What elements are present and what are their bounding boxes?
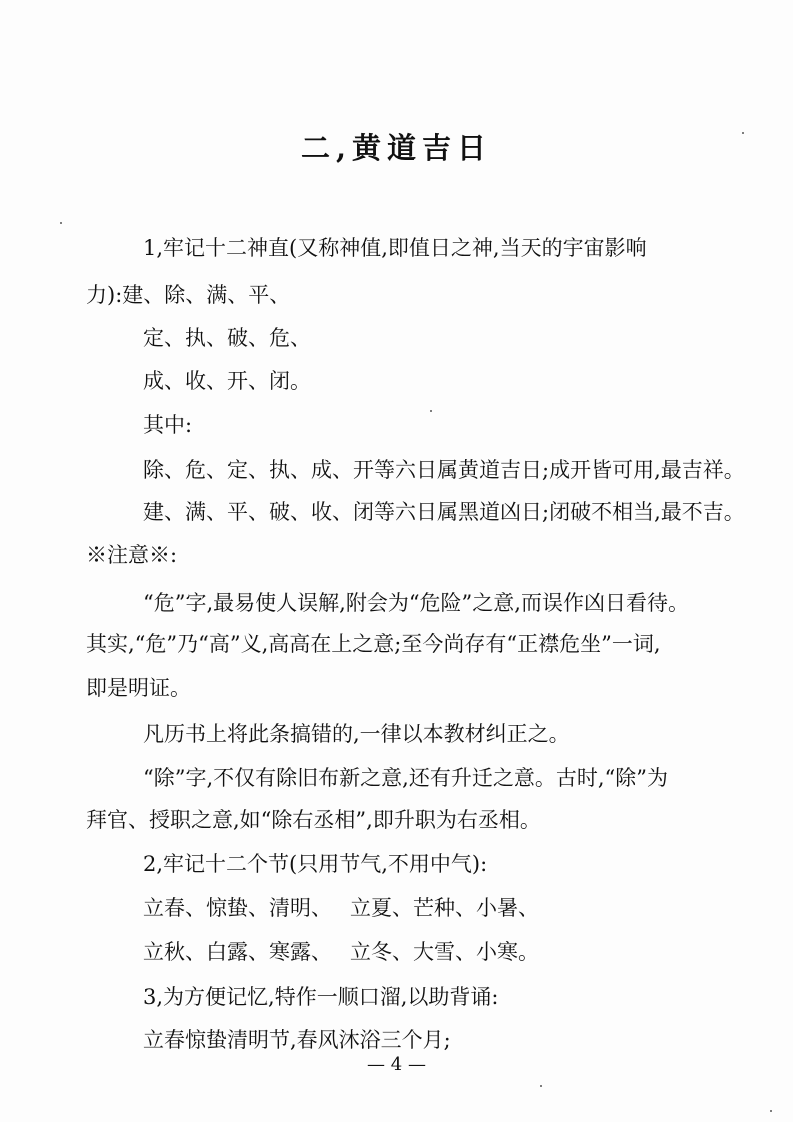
text-line: 除、危、定、执、成、开等六日属黄道吉日;成开皆可用,最吉祥。: [143, 458, 745, 482]
text-line: 其实,“危”乃“高”义,高高在上之意;至今尚存有“正襟危坐”一词,: [86, 632, 661, 656]
text-line: “危”字,最易使人误解,附会为“危险”之意,而误作凶日看待。: [143, 591, 689, 615]
text-line: ※注意※:: [86, 543, 178, 567]
text-line: 力):建、除、满、平、: [86, 283, 291, 307]
text-line: 即是明证。: [86, 676, 191, 700]
scan-speck: [770, 1110, 772, 1112]
text-line: 1,牢记十二神直(又称神值,即值日之神,当天的宇宙影响: [143, 236, 647, 260]
text-line: 2,牢记十二个节(只用节气,不用中气):: [143, 852, 488, 876]
text-line: 立秋、白露、寒露、: [143, 940, 332, 964]
page-title: 二,黄道吉日: [300, 131, 493, 165]
text-line: 3,为方便记忆,特作一顺口溜,以助背诵:: [143, 985, 499, 1009]
text-line: 定、执、破、危、: [143, 326, 311, 350]
text-line: 立夏、芒种、小暑、: [350, 896, 539, 920]
text-line: 其中:: [143, 413, 193, 437]
page-number: — 4 —: [367, 1054, 426, 1075]
text-line: 立春、惊蛰、清明、: [143, 896, 332, 920]
text-line: 建、满、平、破、收、闭等六日属黑道凶日;闭破不相当,最不吉。: [143, 500, 745, 524]
text-line: “除”字,不仅有除旧布新之意,还有升迁之意。古时,“除”为: [143, 766, 668, 790]
text-line: 凡历书上将此条搞错的,一律以本教材纠正之。: [143, 722, 570, 746]
text-line: 立春惊蛰清明节,春风沐浴三个月;: [143, 1028, 451, 1052]
scan-speck: [742, 132, 744, 134]
scan-speck: [60, 222, 62, 224]
scan-speck: [540, 1085, 542, 1087]
scan-speck: [430, 410, 432, 412]
text-line: 拜官、授职之意,如“除右丞相”,即升职为右丞相。: [86, 808, 541, 832]
text-line: 成、收、开、闭。: [143, 369, 311, 393]
text-line: 立冬、大雪、小寒。: [350, 940, 539, 964]
